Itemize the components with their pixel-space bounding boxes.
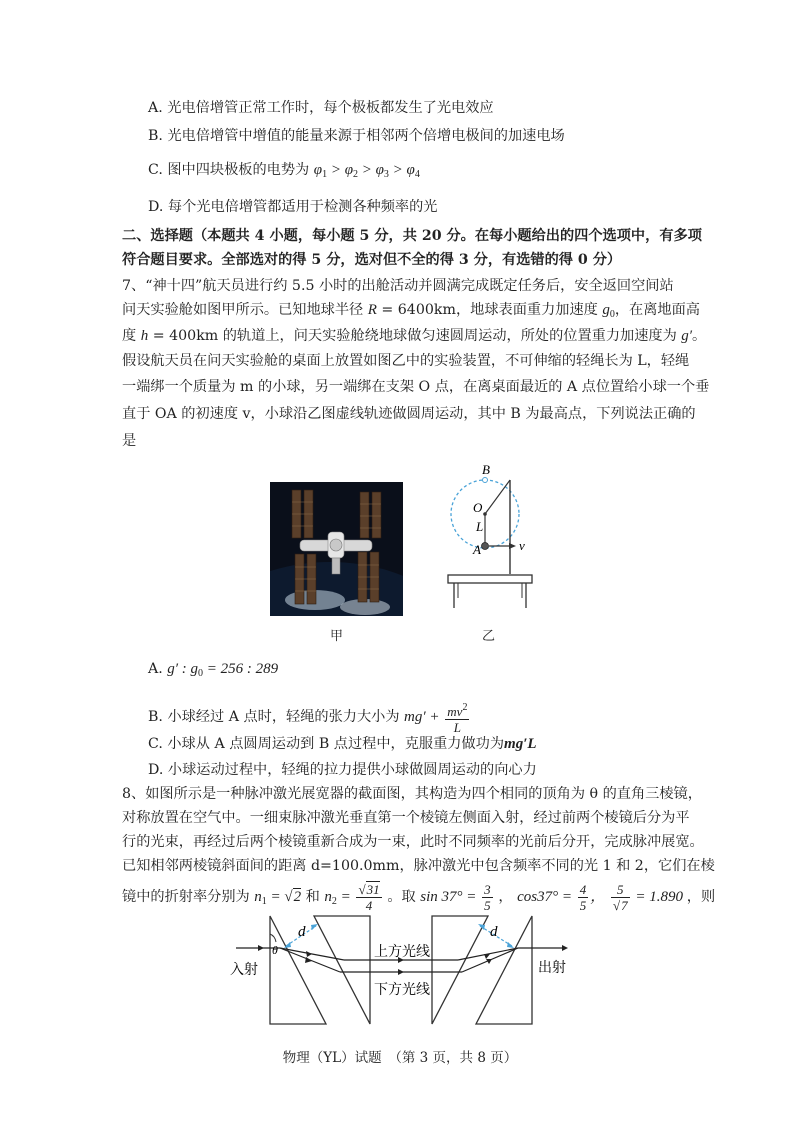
q7-option-a-label: A. [148,661,168,677]
q7-option-b-formula: mg′ + $\frac{mv^2}{L}$ [404,702,468,735]
q8-line5-text-b: 和 [305,888,320,905]
label-l: L [476,519,484,534]
page-footer: 物理（YL）试题 （第 3 页，共 8 页） [282,1050,518,1066]
q8-line5-text-a: 镜中的折射率分别为 [122,888,250,905]
q7-option-d: D. 小球运动过程中，轻绳的拉力提供小球做圆周运动的向心力 [148,762,537,778]
q6-option-a: A. 光电倍增管正常工作时，每个极板都发生了光电效应 [148,100,494,116]
apparatus-diagram [440,458,540,620]
q6-option-c-text: C. 图中四块极板的电势为 [148,162,310,178]
q6-option-d: D. 每个光电倍增管都适用于检测各种频率的光 [148,199,438,215]
stand-arm [485,480,510,514]
q8-line3: 行的光束，再经过后两个棱镜重新合成为一束，此时不同频率的光前后分开，完成脉冲展宽。 [122,834,704,850]
q8-line1: 8、如图所示是一种脉冲激光展宽器的截面图，其构造为四个相同的顶角为 θ 的直角三棱镜， [122,786,702,802]
label-upper-ray: 上方光线 [374,944,430,960]
label-v: v [519,538,525,553]
q8-line5-text-c: 。取 [387,888,416,905]
figure-yi-caption: 乙 [482,629,496,644]
q7-option-a-formula: g′ : $g_0 = 256$ : 289 [167,661,279,679]
space-station-photo [270,482,403,616]
label-d-right: d [490,924,498,940]
q7-line6: 直于 OA 的初速度 v，小球沿乙图虚线轨迹做圆周运动，其中 B 为最高点，下列说法正确的 [122,406,696,422]
q7-gprime-symbol: g′ [681,328,693,344]
section2-title-line1: 二、选择题（本题共 4 小题，每小题 5 分，共 20 分。在每小题给出的四个选项中，有多项 [122,228,702,244]
q8-line2: 对称放置在空气中。一细束脉冲激光垂直第一个棱镜左侧面入射，经过前两个棱镜后分为平 [122,810,690,826]
q7-line3-text-c: 。 [692,328,707,344]
prism-2 [314,916,370,1024]
figure-jia-caption: 甲 [330,629,344,644]
q7-line1: 7、“神十四”航天员进行约 5.5 小时的出舱活动并圆满完成既定任务后，安全返回空间站 [122,278,674,294]
table-top [448,575,532,583]
ball [482,543,489,550]
label-exit: 出射 [538,960,566,976]
q7-option-b-text: B. 小球经过 A 点时，轻绳的张力大小为 [148,708,400,725]
q8-cos-formula: cos37° = $\frac{4}{5}$ ， $\frac{5}{√7}$ = 1.890 [517,882,687,913]
q8-line5 [122,882,715,913]
q6-option-b: B. 光电倍增管中增值的能量来源于相邻两个倍增电极间的加速电场 [148,128,565,144]
q8-line4: 已知相邻两棱镜斜面间的距离 d=100.0mm，脉冲激光中包含频率不同的光 1 和 2，它们在棱 [122,858,715,874]
q7-radius-symbol: R [367,302,377,318]
prism-diagram [228,912,573,1030]
prism-3 [432,916,488,1024]
q7-line2-text-c: ，在离地面高 [614,302,700,318]
velocity-arrowhead [509,543,516,549]
label-b: B [482,462,490,477]
q7-line3-text-a: 度 [122,328,141,344]
q7-line2 [122,300,700,325]
q7-line2-text-b: = 6400km，地球表面重力加速度 [376,302,603,318]
label-o: O [473,500,483,515]
label-theta: θ [272,943,278,957]
section2-title-line2: 符合题目要求。全部选对的得 5 分，选对但不全的得 3 分，有选错的得 0 分） [122,252,622,268]
point-b-marker [483,478,488,483]
q8-n1-formula: $n_1 = √2$ [254,888,302,907]
space-station-illustration [270,482,403,616]
label-lower-ray: 下方光线 [374,982,430,998]
q7-line3 [122,326,706,346]
q7-option-c-formula: mg′L [504,736,537,752]
q7-line5: 一端绑一个质量为 m 的小球，另一端绑在支架 O 点，在离桌面最近的 A 点位置给小球一个垂 [122,379,710,395]
label-d-left: d [298,924,306,940]
q7-option-b [148,700,471,735]
q7-line2-text-a: 问天实验舱如图甲所示。已知地球半径 [122,302,368,318]
q8-sin-formula: sin 37° = $\frac{3}{5}$ [420,882,491,913]
q7-line7: 是 [122,433,137,449]
q7-line4: 假设航天员在问天实验舱的桌面上放置如图乙中的实验装置，不可伸缩的轻绳长为 L，轻绳 [122,353,690,369]
q7-line3-text-b: = 400km 的轨道上，问天实验舱绕地球做匀速圆周运动，所处的位置重力加速度为 [148,328,682,344]
q8-line5-text-d: ， [498,888,513,905]
q7-option-a [148,659,278,684]
point-o-marker [483,512,487,516]
prism-4 [476,916,532,1024]
q6-option-c [148,160,420,185]
label-a: A [473,542,481,557]
q7-option-c-text: C. 小球从 A 点圆周运动到 B 点过程中，克服重力做功为 [148,736,505,752]
q6-option-c-formula: $\varphi_1 > \varphi_2 > \varphi_3 > \varphi_4$ [313,162,420,180]
q7-height-symbol: h [140,328,149,344]
q7-g0-symbol: $g_0$ [602,302,615,320]
q7-option-c [148,734,537,754]
label-incident: 入射 [230,962,258,978]
q8-line5-text-e: ，则 [686,888,716,905]
q8-n2-formula: $n_2$ = $\frac{√31}{4}$ [324,882,380,913]
